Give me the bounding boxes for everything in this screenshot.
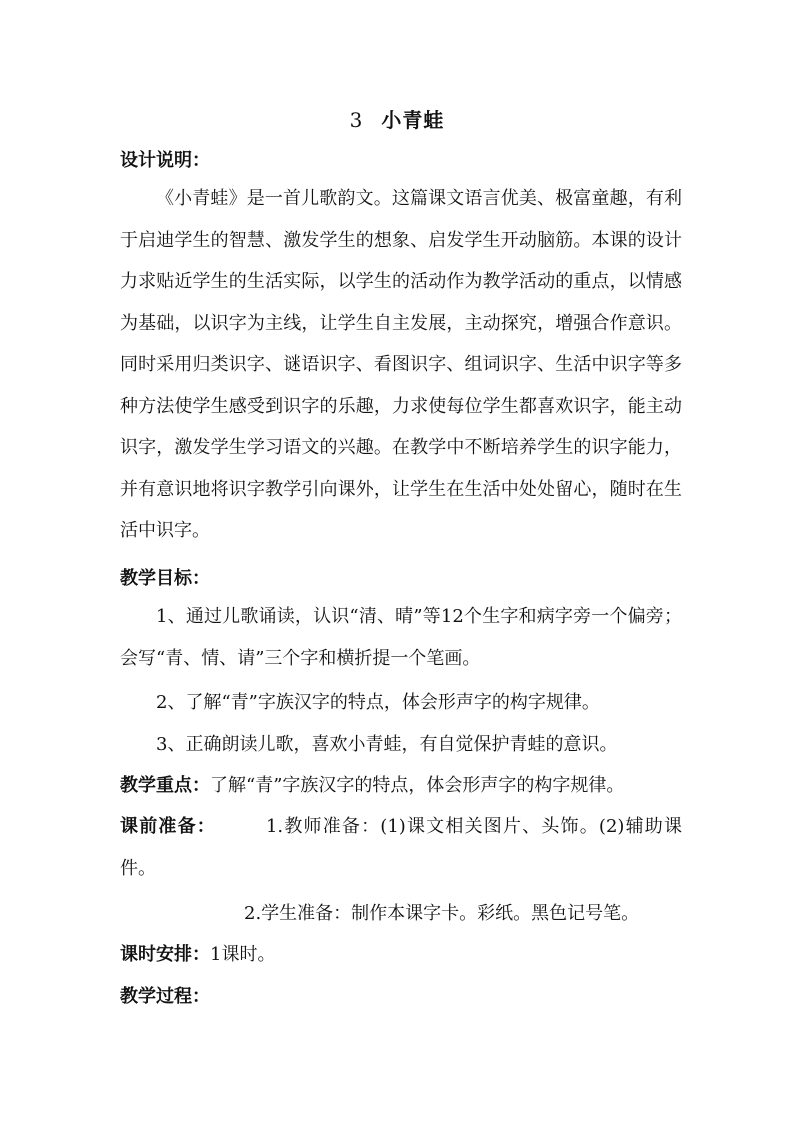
goal-1: 1、通过儿歌诵读，认识“清、晴”等12个生字和病字旁一个偏旁；会写“青、情、请”三个字和横折提一个笔画。: [120, 606, 682, 669]
schedule: [120, 940, 275, 966]
goals-heading: 教学目标：: [120, 568, 210, 589]
prep-label: 课前准备：: [120, 816, 216, 837]
design-paragraph: 《小青蛙》是一首儿歌韵文。这篇课文语言优美、极富童趣，有利于启迪学生的智慧、激发学生的想象、启发学生开动脑筋。本课的设计力求贴近学生的生活实际，以学生的活动作为教学活动的重点，以情感为基础，以识字为主线，让学生自主发展，主动探究，增强合作意识。同时采用归类识字、谜语识字、看图识字、组词识字、生活中识字等多种方法使学生感受到识字的乐趣，力求使每位学生都喜欢识字，能主动识字，激发学生学习语文的兴趣。在教学中不断培养学生的识字能力，并有意识地将识字教学引向课外，让学生在生活中处处留心，随时在生活中识字。: [120, 188, 682, 541]
prep-student: 2.学生准备：制作本课字卡。彩纸。黑色记号笔。: [244, 903, 640, 924]
key-label: 教学重点：: [120, 775, 210, 796]
lesson-number: 3: [349, 108, 364, 132]
schedule-label: 课时安排：: [120, 944, 210, 965]
process-heading: 教学过程：: [120, 986, 210, 1007]
goal-2: 2、了解“青”字族汉字的特点，体会形声字的构字规律。: [156, 692, 600, 713]
schedule-text: 1课时。: [210, 944, 276, 965]
key-text: 了解“青”字族汉字的特点，体会形声字的构字规律。: [210, 775, 625, 796]
goal-3: 3、正确朗读儿歌，喜欢小青蛙，有自觉保护青蛙的意识。: [156, 734, 618, 755]
prep-teacher-text: 1.教师准备：(1)课文相关图片、头饰。(2)辅助课件。: [120, 816, 682, 879]
lesson-title: [0, 104, 794, 133]
key-point: [120, 771, 624, 797]
prep-teacher: [120, 806, 682, 889]
design-heading: 设计说明：: [120, 150, 210, 171]
lesson-name: 小青蛙: [381, 108, 445, 132]
